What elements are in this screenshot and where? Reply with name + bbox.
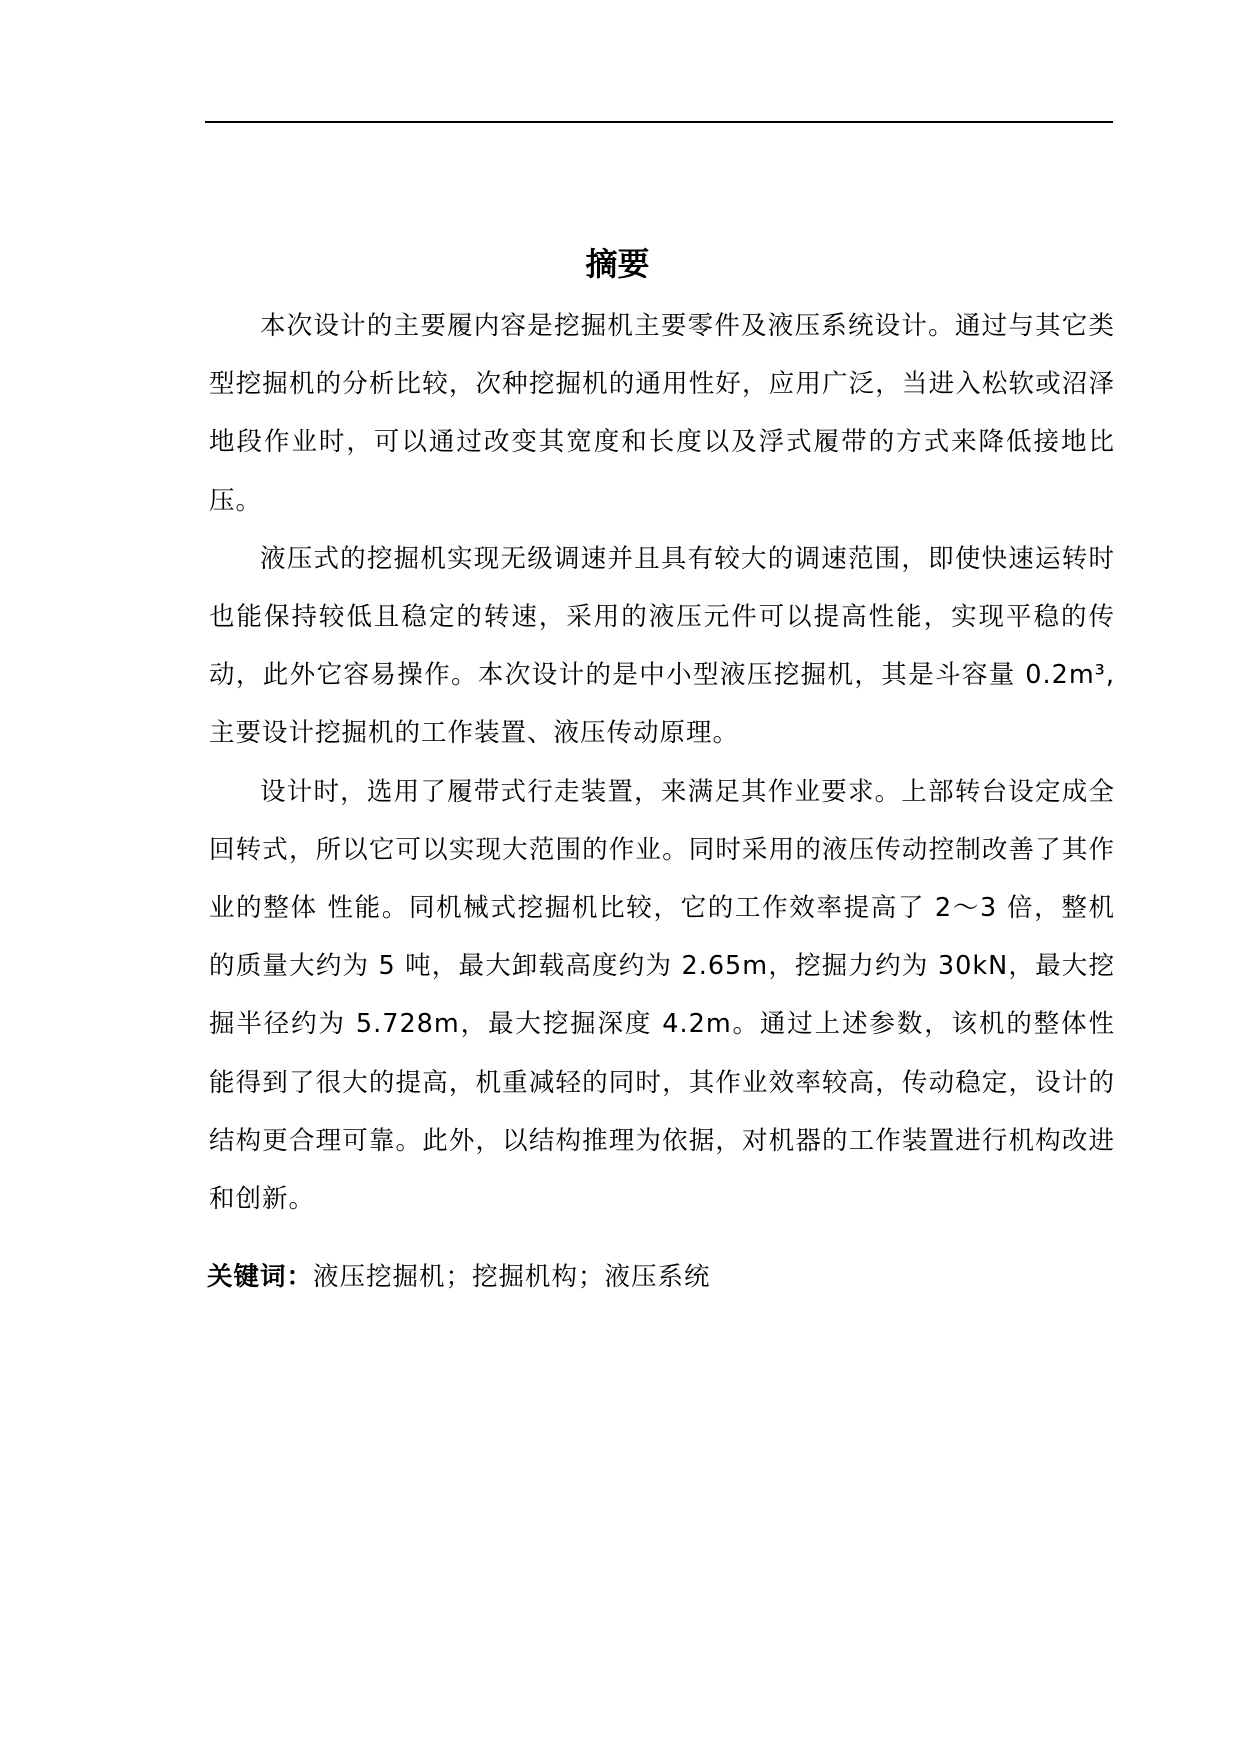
keywords-value: 液压挖掘机；挖掘机构；液压系统 — [313, 1262, 711, 1292]
abstract-paragraph-3: 设计时，选用了履带式行走装置，来满足其作业要求。上部转台设定成全回转式，所以它可以实现大范围的作业。同时采用的液压传动控制改善了其作业的整体 性能。同机械式挖掘机比较，它的工作效率提高了 2～3 倍，整机的质量大约为 5 吨，最大卸载高度约为 2.65m，挖掘力约为 30kN，最大挖掘半径约为 5.728m，最大挖掘深度 4.2m。通过上述参数，该机的整体性能得到了很大的提高，机重减轻的同时，其作业效率较高，传动稳定，设计的结构更合理可靠。此外，以结构推理为依据，对机器的工作装置进行机构改进和创新。 — [209, 776, 1115, 1215]
abstract-paragraph-1: 本次设计的主要履内容是挖掘机主要零件及液压系统设计。通过与其它类型挖掘机的分析比较，次种挖掘机的通用性好，应用广泛，当进入松软或沼泽地段作业时，可以通过改变其宽度和长度以及浮式履带的方式来降低接地比压。 — [209, 311, 1115, 516]
keywords-label: 关键词： — [207, 1262, 314, 1292]
header-rule — [205, 121, 1113, 123]
abstract-title: 摘要 — [585, 245, 650, 283]
keywords-line — [207, 1248, 1113, 1306]
abstract-body — [209, 297, 1115, 1228]
abstract-paragraph-2: 液压式的挖掘机实现无级调速并且具有较大的调速范围，即使快速运转时也能保持较低且稳定的转速，采用的液压元件可以提高性能，实现平稳的传动，此外它容易操作。本次设计的是中小型液压挖掘机，其是斗容量 0.2m³,主要设计挖掘机的工作装置、液压传动原理。 — [209, 543, 1115, 749]
